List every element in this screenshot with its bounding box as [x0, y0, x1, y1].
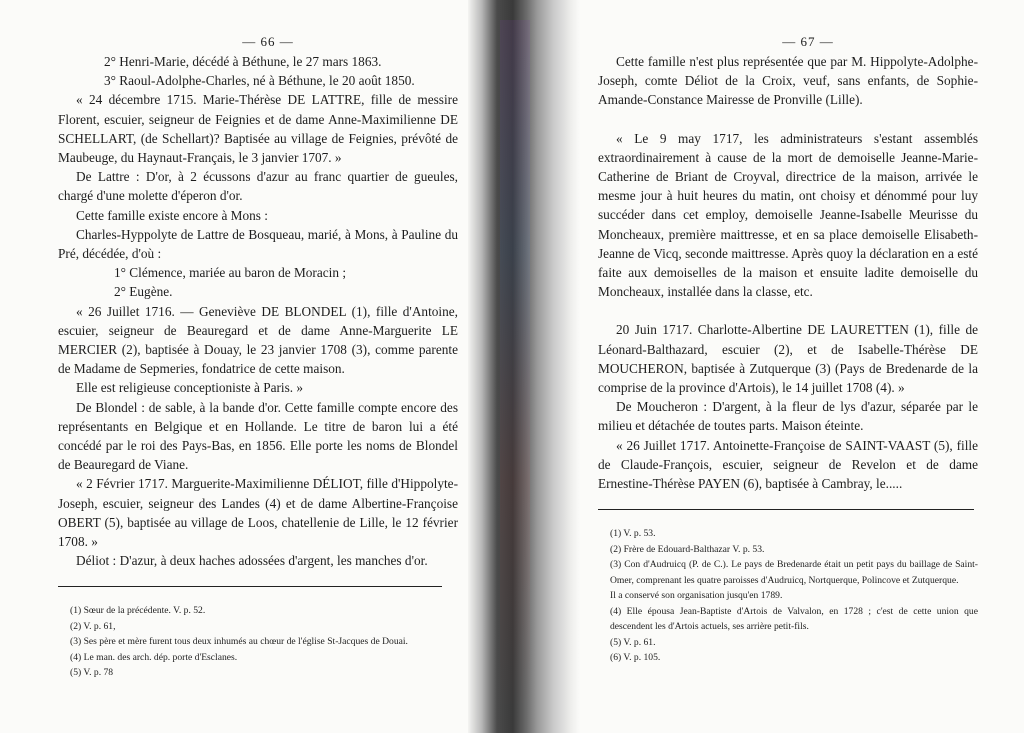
right-page-body [598, 52, 978, 493]
left-paragraph: Elle est religieuse conceptioniste à Paris. » [76, 380, 304, 396]
left-paragraph: De Blondel : de sable, à la bande d'or. Cette famille compte encore des représentants en Belgique et en Hollande. Le titre de baron lui a été concédé par le roi des Pays-Bas, en 1856. Elle porte les noms de Blondel de Beauregard de Viane. [58, 399, 458, 473]
right-page-number: — 67 — [782, 34, 834, 49]
left-footnote: (5) V. p. 78 [70, 667, 114, 679]
gutter-scan-tint [500, 20, 530, 710]
left-paragraph: 1° Clémence, mariée au baron de Moracin ; [114, 265, 347, 281]
right-paragraph: « 26 Juillet 1717. Antoinette-Françoise de SAINT-VAAST (5), fille de Claude-François, escuier, seigneur de Revelon et de dame Ernestine-Thérèse PAYEN (6), baptisée à Cambray, le..... [598, 437, 978, 492]
right-paragraph: Cette famille n'est plus représentée que par M. Hippolyte-Adolphe-Joseph, comte Déliot de la Croix, veuf, sans enfants, de Sophie-Amande-Constance Mairesse de Pronville (Lille). [598, 54, 978, 108]
left-page [58, 0, 458, 681]
left-paragraph: « 24 décembre 1715. Marie-Thérèse DE LATTRE, fille de messire Florent, escuier, seigneur de Feignies et de dame Anne-Maximilienne DE SCHELLART, (de Schellart)? Baptisée au village de Feignies, prévôté de Maubeuge, du Haynaut-Français, le 3 janvier 1707. » [58, 92, 458, 166]
right-page [598, 0, 978, 666]
right-footnote: (4) Elle épousa Jean-Baptiste d'Artois de Valvalon, en 1728 ; c'est de cette union que descendent les d'Artois actuels, ses arrière petit-fils. [610, 605, 978, 633]
left-paragraph: Cette famille existe encore à Mons : [76, 207, 268, 223]
left-footnote: (1) Sœur de la précédente. V. p. 52. [70, 605, 206, 617]
right-footnotes [598, 526, 978, 666]
left-paragraph: 2° Eugène. [114, 284, 173, 300]
left-page-body [58, 52, 458, 570]
left-footnote: (4) Le man. des arch. dép. porte d'Esclanes. [70, 651, 238, 663]
left-paragraph: De Lattre : D'or, à 2 écussons d'azur au franc quartier de gueules, chargé d'une molette d'éperon d'or. [58, 169, 458, 204]
left-footnote: (3) Ses père et mère furent tous deux inhumés au chœur de l'église St-Jacques de Douai. [70, 636, 408, 648]
right-footnote: (1) V. p. 53. [610, 528, 656, 540]
left-page-number: — 66 — [242, 34, 294, 49]
left-paragraph: 3° Raoul-Adolphe-Charles, né à Béthune, le 20 août 1850. [104, 73, 415, 89]
left-paragraph: 2° Henri-Marie, décédé à Béthune, le 27 mars 1863. [104, 54, 382, 69]
left-paragraph: Déliot : D'azur, à deux haches adossées d'argent, les manches d'or. [76, 553, 428, 569]
left-footnotes [58, 603, 458, 681]
right-footnote: (5) V. p. 61. [610, 636, 656, 648]
right-footnote: Il a conservé son organisation jusqu'en 1789. [610, 590, 783, 602]
right-paragraph: « Le 9 may 1717, les administrateurs s'estant assemblés extraordinairement à cause de la mort de demoiselle Jeanne-Marie-Catherine de Briant de Croyval, directrice de la maison, arrivée le mesme jour à huit heures du matin, ont choisy et dénommé pour luy succéder dans cet employ, demoiselle Jeanne-Isabelle Meurisse du Moncheaux, première maittresse, et en sa place demoiselle Elisabeth-Jeanne de Vicq, seconde maittresse. Après quoy la déclaration en a esté faite aux demoiselles de la maison et ensuite ladite demoiselle du Moncheaux, installée dans la classe, etc. [598, 130, 978, 300]
right-footnote: (6) V. p. 105. [610, 652, 661, 664]
right-footnote: (3) Con d'Audruicq (P. de C.). Le pays de Bredenarde était un petit pays du baillage de Saint-Omer, comprenant les quatre paroisses d'Audruicq, Nortquerque, Polincove et Zutquerque. [610, 559, 978, 586]
left-paragraph: Charles-Hyppolyte de Lattre de Bosqueau, marié, à Mons, à Pauline du Pré, décédée, d'où : [58, 226, 458, 262]
left-paragraph: « 2 Février 1717. Marguerite-Maximilienne DÉLIOT, fille d'Hippolyte-Joseph, escuier, seigneur des Landes (4) et de dame Albertine-Françoise OBERT (5), baptisée au village de Loos, chatellenie de Lille, le 12 février 1708. » [58, 476, 458, 550]
left-paragraph: « 26 Juillet 1716. — Geneviève DE BLONDEL (1), fille d'Antoine, escuier, seigneur de Beauregard et de dame Anne-Marguerite LE MERCIER (2), baptisée à Douay, le 23 janvier 1708 (3), comme parente de Madame de Sepmeries, fondatrice de cette maison. [58, 303, 458, 377]
right-paragraph: De Moucheron : D'argent, à la fleur de lys d'azur, séparée par le milieu et détachée de toutes parts. Maison éteinte. [598, 399, 978, 434]
right-paragraph: 20 Juin 1717. Charlotte-Albertine DE LAURETTEN (1), fille de Léonard-Balthazard, escuier (2), et de Isabelle-Thérèse DE MOUCHERON, baptisée à Zutquerque (3) (Pays de Bredenarde de la comprise de la province d'Artois), le 14 juillet 1708 (4). » [598, 322, 978, 396]
right-footnote-rule [598, 509, 974, 510]
left-footnote-rule [58, 586, 442, 587]
right-footnote: (2) Frère de Edouard-Balthazar V. p. 53. [610, 543, 765, 555]
left-footnote: (2) V. p. 61, [70, 620, 116, 632]
